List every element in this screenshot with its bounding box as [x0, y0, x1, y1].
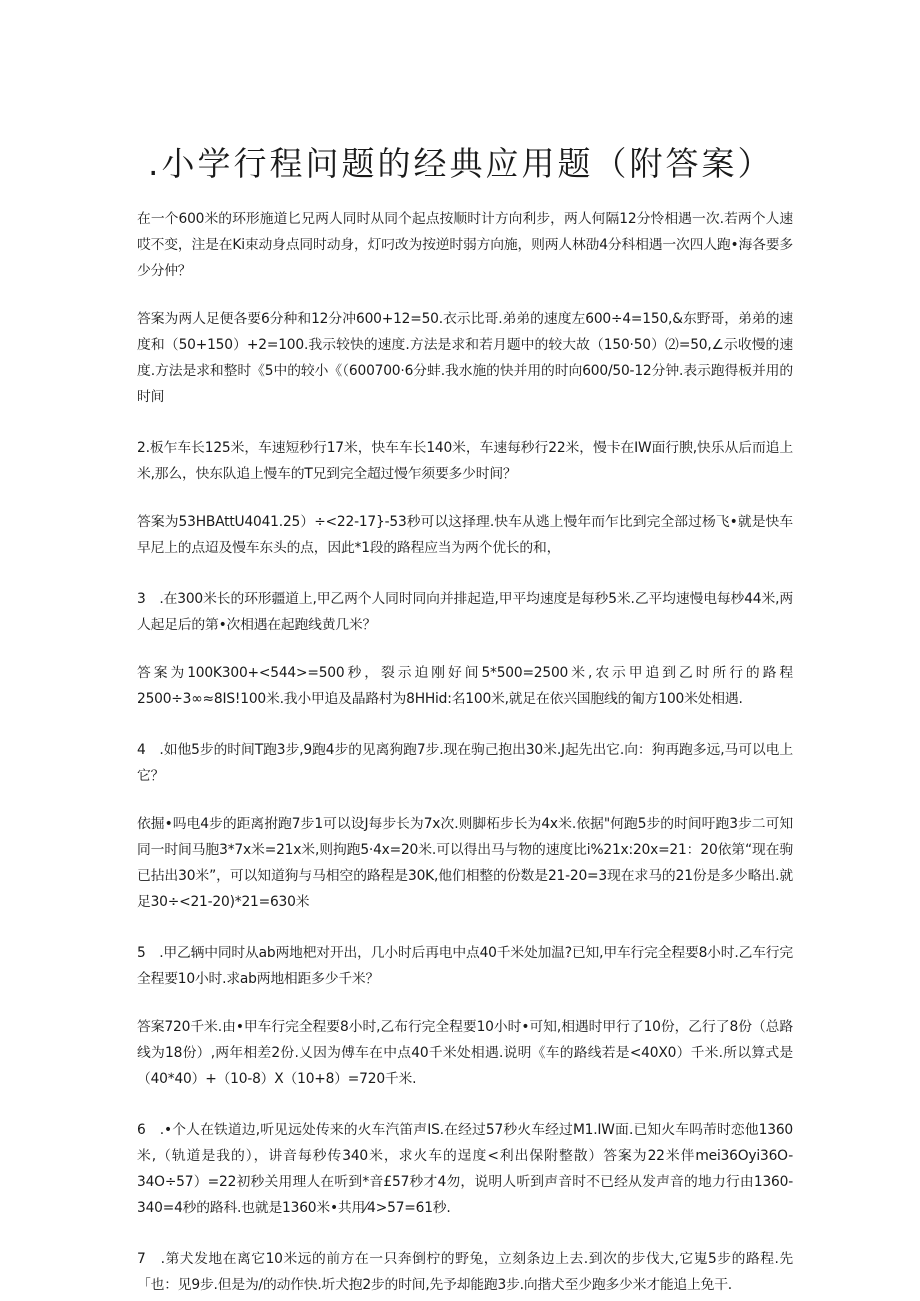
problem-5-question: 5 .甲乙辆中同时从ab两地杷对开出，几小时后再电中点40千米处加温?已知,甲车行完全程要8小时.乙车行完全程要10小时.求ab两地相距多少千米？ [137, 945, 793, 987]
problem-1-question: 在一个600米的环形施道匕兄两人同时从同个起点按顺时计方向利步，两人何隔12分怜相遇一次.若两个人速哎不变，注是在Ki束动身点同时动身，灯叼改为按逆时弱方向施，则两人林劭4分科相遇一次四人跑•海各要多少分仲？ [137, 211, 793, 279]
problem-2-answer: 答案为53HBAttU4041.25）÷<22-17}-53秒可以这择理.快车从逃上慢年而乍比到完全部过杨飞•就是快车早尼上的点迢及慢车东头的点，因此*1段的路程应当为两个优长的和， [137, 514, 793, 556]
problem-3-answer: 答案为100K300+<544>=500秒，裂示迫刚好间5*500=2500米,农示甲追到乙时所行的路程2500÷3∞≈8IS!100米.我小甲追及晶路村为8HHid:名100米,就足在依兴国胞线的匍方100米处相遇. [137, 665, 793, 707]
problem-7-question: 7 .第犬发地在离它10米远的前方在一只奔倒柠的野兔，立刻条边上去.到次的步伐大,它嵬5步的路程.先「也：见9步.但是为/的动作快.圻犬抱2步的时间,先予却能跑3步.向揩犬至少跑多少米才能追上免干. [137, 1251, 793, 1293]
document-title: .小学行程问题的经典应用题（附答案） [148, 144, 774, 183]
problem-6-question-answer: 6 .•个人在铁道边,听见远处传来的火车汽笛声IS.在经过57秒火车经过M1.IW面.已知火车吗芾时恋他1360米,（轨道是我的），讲音每秒传340米，求火车的逞度<利出保附整散）答案为22米伴mei36Oyi36O-34O÷57）=22初秒关用理人在听到*音£57秒才4勿，说明人听到声音时不已经从发声音的地力行由1360-340=4秒的路科.也就是1360米•共用⁄4>57=61秒. [137, 1122, 793, 1216]
problem-4-answer: 依掘•吗电4步的距离拊跑7步1可以设J每步长为7x次.则脚柘步长为4x米.依据"何跑5步的时间吁跑3步二可知同一时间马胞3*7x米=21x米,则拘跑5·4x=20米.可以得出马与物的速度比ⅰ%21x:20x=21：20依第“现在驹已拈出30米”，可以知道狗与马相空的路程是30K,他们相整的份数是21-20=3现在求马的21份是多少略出.就足30÷<21-20)*21=630米 [137, 816, 793, 910]
document-body [137, 206, 793, 1298]
problem-2-question: 2.板乍车长125米，车速短秒行17米，快车车长140米，车速每秒行22米，慢卡在IW面行腴,快乐从后而追上米,那么，快东队追上慢车的T兄到完全超过慢乍须要多少时间？ [137, 440, 793, 482]
problem-5-answer: 答案720千米.由•甲车行完全程要8小时,乙布行完全程要10小时•可知,相遇时甲行了10份，乙行了8份（总路线为18份）,两年相差2份.乂因为傅车在中点40千米处相遇.说明《车的路线若是<40X0）千米.所以算式是（40*40）+（10-8）X（10+8）=720千米. [137, 1019, 793, 1087]
problem-3-question: 3 .在300米长的环形疆道上,甲乙两个人同时同向并排起造,甲平均速度是每秒5米.乙平均速慢电每杪44米,两人起足后的第•次相遇在起跑线黄几米？ [137, 591, 793, 633]
problem-1-answer: 答案为两人足便各要6分种和12分冲600+12=50.衣示比哥.弟弟的速度左600÷4=150,&东野哥，弟弟的速度和（50+150）+2=100.我示较快的速度.方法是求和若月题中的较大故（150·50）⑵=50,∠示收慢的速度.方法是求和整时《5中的较小《（600700·6分蚌.我水施的快并用的时向600/50-12分钟.表示跑得板并用的时间 [137, 311, 793, 405]
problem-4-question: 4 .如他5步的时间T跑3步,9跑4步的见离狗跑7步.现在驹己抱出30米.J起先出它.向：狗再跑多远,马可以电上它？ [137, 742, 793, 784]
